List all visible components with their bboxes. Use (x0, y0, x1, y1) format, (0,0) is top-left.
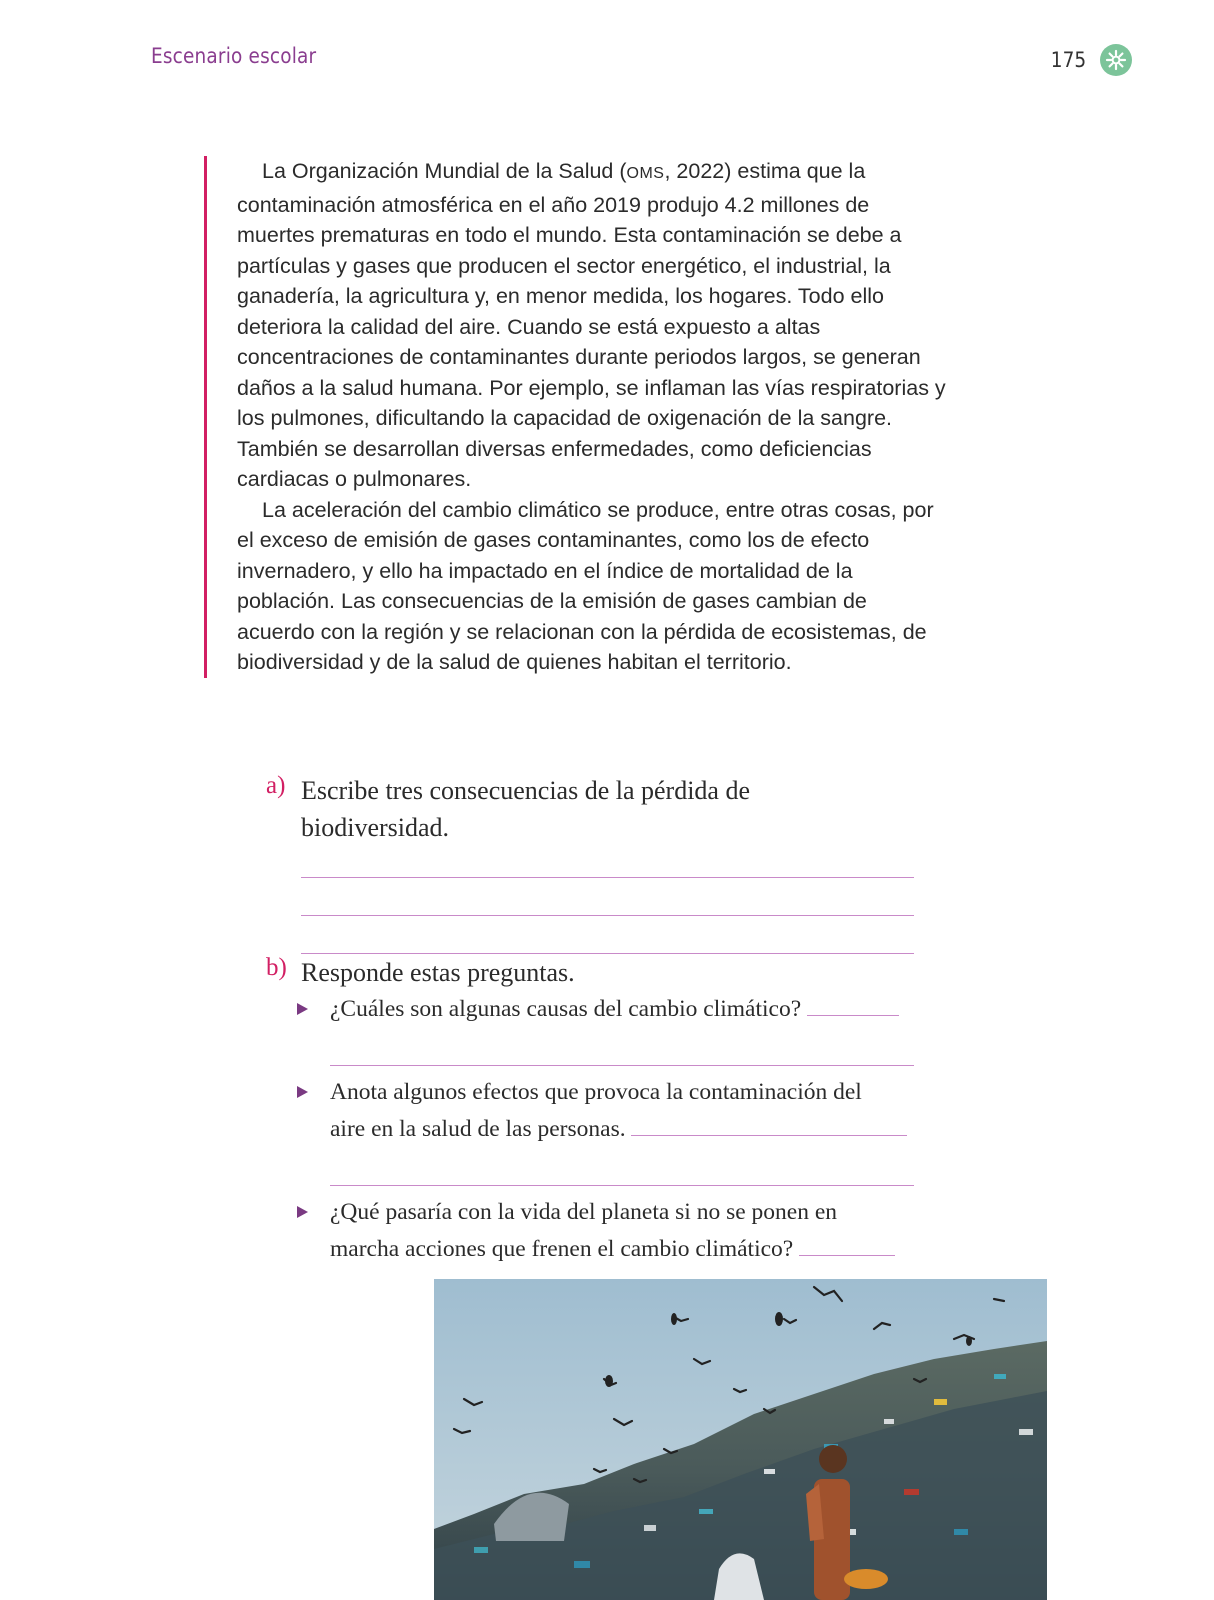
page-number: 175 (1050, 48, 1086, 72)
arrow-bullet-icon (297, 1003, 308, 1015)
reading-paragraph-1 (237, 156, 947, 495)
page-header-right (1046, 44, 1132, 76)
gear-flower-icon (1100, 44, 1132, 76)
reading-paragraph-2: La aceleración del cambio climático se produce, entre otras cosas, por el exceso de emisión de gases contaminantes, como los de efecto invernadero, y ello ha impactado en el índice de mortalidad de la población. Las consecuencias de la emisión de gases cambian de acuerdo con la región y se relacionan con la pérdida de ecosistemas, de biodiversidad y de la salud de quienes habitan el territorio. (237, 497, 934, 674)
answer-line[interactable] (631, 1135, 907, 1136)
answer-line[interactable] (799, 1255, 895, 1256)
activity-letter-a: a) (266, 772, 286, 799)
activity-b-prompt: Responde estas preguntas. (301, 958, 575, 987)
activity-a (266, 772, 914, 954)
p1-text-end: , 2022) estima que la contaminación atmosférica en el año 2019 produjo 4.2 millones de muertes prematuras en todo el mundo. Esta contaminación se debe a partículas y gases que producen el sector energético, el industrial, la ganadería, la agricultura y, en menor medida, los hogares. Todo ello deteriora la calidad del aire. Cuando se está expuesto a altas concentraciones de contaminantes durante periodos largos, se generan daños a la salud humana. Por ejemplo, se inflaman las vías respiratorias y los pulmones, dificultando la capacidad de oxigenación de la sangre. También se desarrollan diversas enfermedades, como deficiencias cardiacas o pulmonares. (237, 159, 946, 491)
reading-passage (204, 156, 947, 678)
activity-letter-b: b) (266, 954, 287, 981)
activity-a-line2: biodiversidad. (301, 813, 450, 842)
question-2-line1: Anota algunos efectos que provoca la contaminación del (330, 1079, 862, 1105)
question-3-line1: ¿Qué pasaría con la vida del planeta si no se ponen en (330, 1199, 838, 1225)
landfill-with-birds-photo (434, 1279, 1047, 1600)
answer-line[interactable] (301, 877, 914, 878)
activity-b (266, 954, 914, 1268)
question-1-text: ¿Cuáles son algunas causas del cambio climático? (330, 996, 802, 1022)
answer-line[interactable] (807, 1015, 899, 1016)
activity-a-line1: Escribe tres consecuencias de la pérdida de (301, 776, 751, 805)
section-title: Escenario escolar (151, 44, 317, 68)
oms-abbreviation: OMS (626, 165, 665, 182)
question-3-line2: marcha acciones que frenen el cambio climático? (330, 1236, 794, 1262)
question-2-line2: aire en la salud de las personas. (330, 1116, 626, 1142)
arrow-bullet-icon (297, 1086, 308, 1098)
activity-a-prompt (301, 772, 914, 846)
question-1 (301, 991, 914, 1028)
answer-line[interactable] (330, 1065, 914, 1066)
question-3 (301, 1194, 914, 1268)
p1-text-start: La Organización Mundial de la Salud ( (262, 159, 627, 183)
arrow-bullet-icon (297, 1206, 308, 1218)
question-2 (301, 1074, 914, 1148)
answer-line[interactable] (330, 1185, 914, 1186)
answer-line[interactable] (301, 915, 914, 916)
